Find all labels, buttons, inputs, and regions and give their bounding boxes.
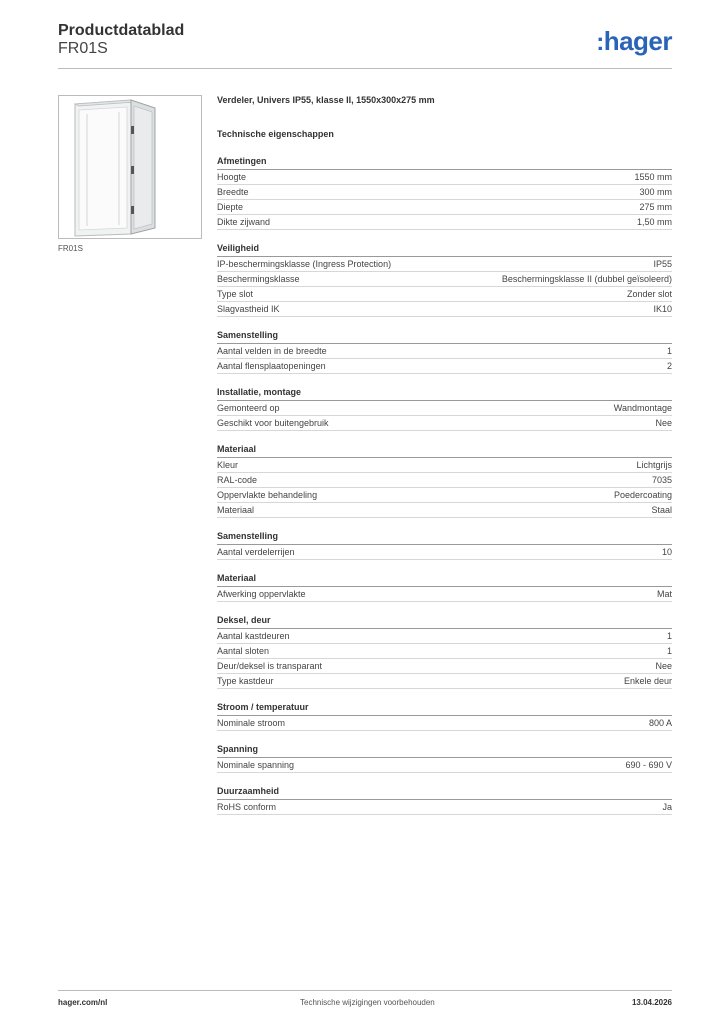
spec-group-title: Installatie, montage [217,384,672,401]
spec-group [217,612,672,689]
spec-value: 2 [666,361,672,371]
spec-label: Afwerking oppervlakte [217,589,306,599]
spec-row [217,473,672,488]
spec-row [217,545,672,560]
spec-label: Aantal flensplaatopeningen [217,361,326,371]
spec-row [217,716,672,731]
spec-label: Aantal verdelerrijen [217,547,295,557]
spec-label: Materiaal [217,505,255,515]
spec-value: Ja [662,802,672,812]
spec-value: Poedercoating [613,490,672,500]
spec-row [217,674,672,689]
spec-value: Nee [655,661,672,671]
spec-row [217,170,672,185]
spec-label: Aantal velden in de breedte [217,346,327,356]
spec-group-title: Materiaal [217,570,672,587]
spec-value: 1550 mm [634,172,672,182]
spec-group [217,384,672,431]
spec-label: Kleur [217,460,239,470]
spec-row [217,257,672,272]
spec-group [217,528,672,560]
spec-value: Nee [655,418,672,428]
spec-row [217,503,672,518]
spec-label: Slagvastheid IK [217,304,280,314]
spec-row [217,800,672,815]
spec-label: Breedte [217,187,249,197]
spec-row [217,185,672,200]
product-name: Verdeler, Univers IP55, klasse II, 1550x300x275 mm [217,95,435,105]
spec-value: 1,50 mm [636,217,672,227]
spec-value: IK10 [653,304,672,314]
spec-value: 10 [661,547,672,557]
spec-row [217,215,672,230]
spec-group-title: Samenstelling [217,327,672,344]
product-image [58,95,202,239]
spec-label: Gemonteerd op [217,403,280,413]
spec-label: Type kastdeur [217,676,274,686]
spec-row [217,458,672,473]
spec-value: Beschermingsklasse II (dubbel geïsoleerd) [501,274,672,284]
spec-value: Lichtgrijs [636,460,672,470]
spec-value: Enkele deur [623,676,672,686]
spec-label: Diepte [217,202,244,212]
spec-groups [217,153,672,815]
spec-label: Nominale spanning [217,760,295,770]
spec-label: Deur/deksel is transparant [217,661,323,671]
spec-group-title: Deksel, deur [217,612,672,629]
spec-label: RAL-code [217,475,258,485]
spec-row [217,272,672,287]
spec-label: Beschermingsklasse [217,274,300,284]
spec-row [217,302,672,317]
spec-label: IP-beschermingsklasse (Ingress Protection) [217,259,392,269]
hager-logo [596,26,672,57]
spec-value: 690 - 690 V [625,760,672,770]
spec-label: Aantal kastdeuren [217,631,290,641]
spec-label: Geschikt voor buitengebruik [217,418,329,428]
spec-row [217,659,672,674]
spec-label: RoHS conform [217,802,277,812]
spec-group [217,153,672,230]
spec-row [217,359,672,374]
enclosure-icon [59,96,201,238]
spec-group [217,327,672,374]
spec-value: 1 [666,346,672,356]
spec-group [217,783,672,815]
spec-row [217,344,672,359]
spec-value: 800 A [648,718,672,728]
spec-content [217,95,672,815]
spec-row [217,587,672,602]
spec-value: Mat [656,589,672,599]
spec-value: Staal [651,505,672,515]
spec-row [217,644,672,659]
spec-group-title: Samenstelling [217,528,672,545]
spec-label: Aantal sloten [217,646,270,656]
spec-value: Zonder slot [626,289,672,299]
spec-group [217,741,672,773]
spec-label: Dikte zijwand [217,217,271,227]
spec-label: Type slot [217,289,254,299]
spec-label: Nominale stroom [217,718,286,728]
header-divider [58,68,672,69]
spec-label: Hoogte [217,172,247,182]
footer-divider [58,990,672,991]
spec-group [217,441,672,518]
logo-text: hager [603,26,672,56]
spec-row [217,416,672,431]
page-title: Productdatablad [58,22,185,39]
spec-group-title: Materiaal [217,441,672,458]
spec-row [217,200,672,215]
spec-value: 275 mm [639,202,672,212]
section-title: Technische eigenschappen [217,129,334,139]
logo-dots-icon: : [596,29,604,56]
spec-group [217,699,672,731]
spec-row [217,488,672,503]
spec-value: 1 [666,646,672,656]
spec-row [217,287,672,302]
spec-value: 7035 [651,475,672,485]
spec-value: Wandmontage [613,403,672,413]
spec-group-title: Duurzaamheid [217,783,672,800]
spec-value: 300 mm [639,187,672,197]
spec-value: 1 [666,631,672,641]
spec-row [217,401,672,416]
footer-website: hager.com/nl [58,998,108,1007]
spec-row [217,629,672,644]
spec-group [217,240,672,317]
spec-group [217,570,672,602]
footer-disclaimer: Technische wijzigingen voorbehouden [300,998,435,1007]
spec-group-title: Afmetingen [217,153,672,170]
spec-group-title: Stroom / temperatuur [217,699,672,716]
spec-group-title: Veiligheid [217,240,672,257]
image-caption: FR01S [58,244,83,253]
spec-label: Oppervlakte behandeling [217,490,318,500]
spec-value: IP55 [653,259,672,269]
product-code: FR01S [58,40,108,57]
spec-row [217,758,672,773]
footer-date: 13.04.2026 [631,998,672,1007]
spec-group-title: Spanning [217,741,672,758]
